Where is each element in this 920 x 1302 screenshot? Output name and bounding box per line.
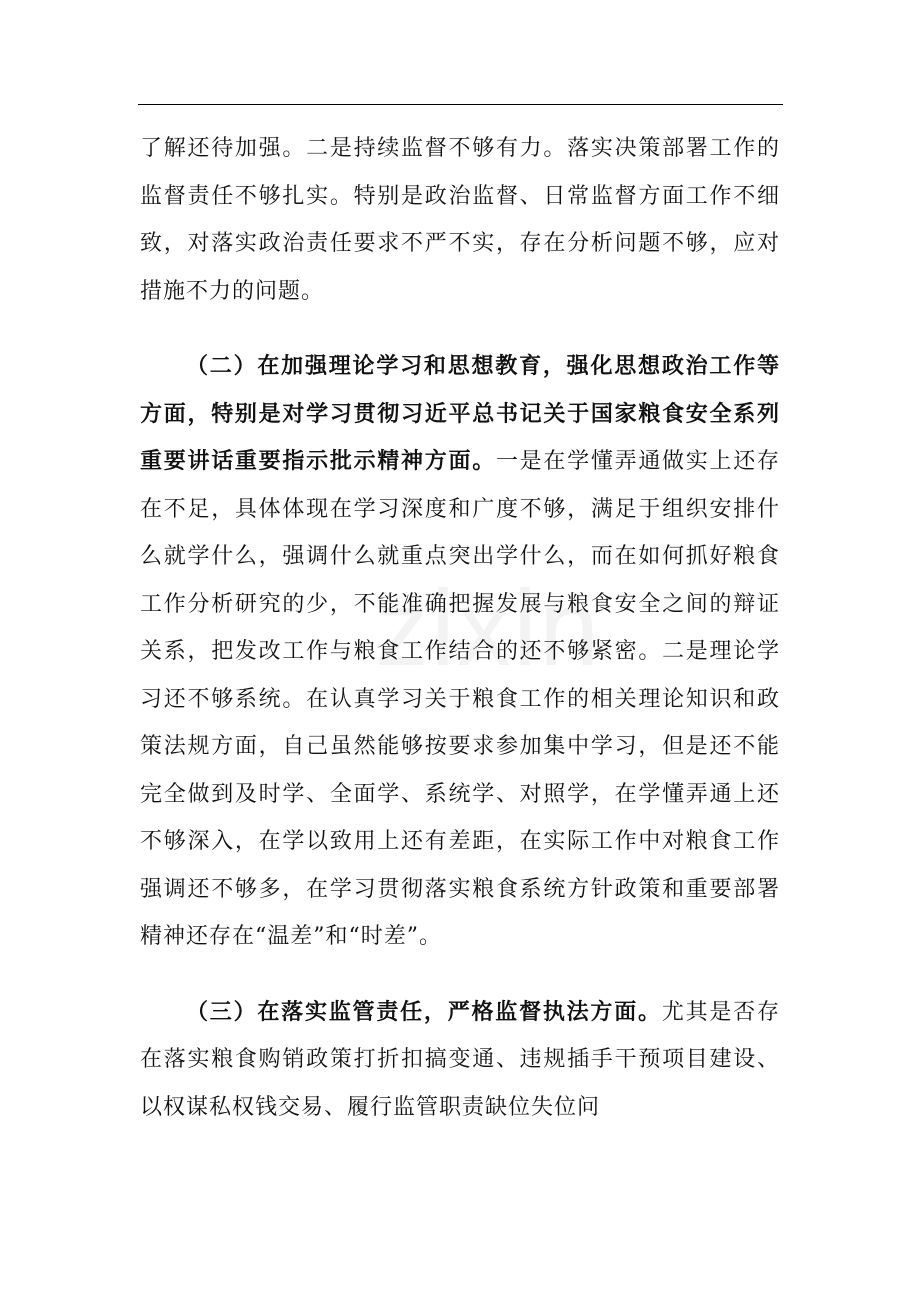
paragraph-3: [140, 989, 780, 1132]
paragraph-2: [140, 343, 780, 961]
paragraph-1: [140, 125, 780, 315]
document-body: [140, 125, 780, 1131]
section-2-heading: （二）在加强理论学习和思想教育，强化思想政治工作等方面，特别是对学习贯彻习近平总书记关于国家粮食安全系列重要讲话重要指示批示精神方面。: [140, 353, 780, 474]
paragraph-2-text: 一是在学懂弄通做实上还存在不足，具体体现在学习深度和广度不够，满足于组织安排什么就学什么，强调什么就重点突出学什么，而在如何抓好粮食工作分析研究的少，不能准确把握发展与粮食安全之间的辩证关系，把发改工作与粮食工作结合的还不够紧密。二是理论学习还不够系统。在认真学习关于粮食工作的相关理论知识和政策法规方面，自己虽然能够按要求参加集中学习，但是还不能完全做到及时学、全面学、系统学、对照学，在学懂弄通上还不够深入，在学以致用上还有差距，在实际工作中对粮食工作强调还不够多，在学习贯彻落实粮食系统方针政策和重要部署精神还存在“温差”和“时差”。: [140, 449, 780, 949]
header-rule: [138, 104, 783, 105]
paragraph-3-text: 尤其是否存在落实粮食购销政策打折扣搞变通、违规插手干预项目建设、以权谋私权钱交易、履行监管职责缺位失位问: [140, 999, 780, 1120]
section-3-heading: （三）在落实监管责任，严格监督执法方面。: [186, 998, 662, 1025]
paragraph-1-text: 了解还待加强。二是持续监督不够有力。落实决策部署工作的监督责任不够扎实。特别是政治监督、日常监督方面工作不细致，对落实政治责任要求不严不实，存在分析问题不够，应对措施不力的问题。: [140, 136, 780, 304]
